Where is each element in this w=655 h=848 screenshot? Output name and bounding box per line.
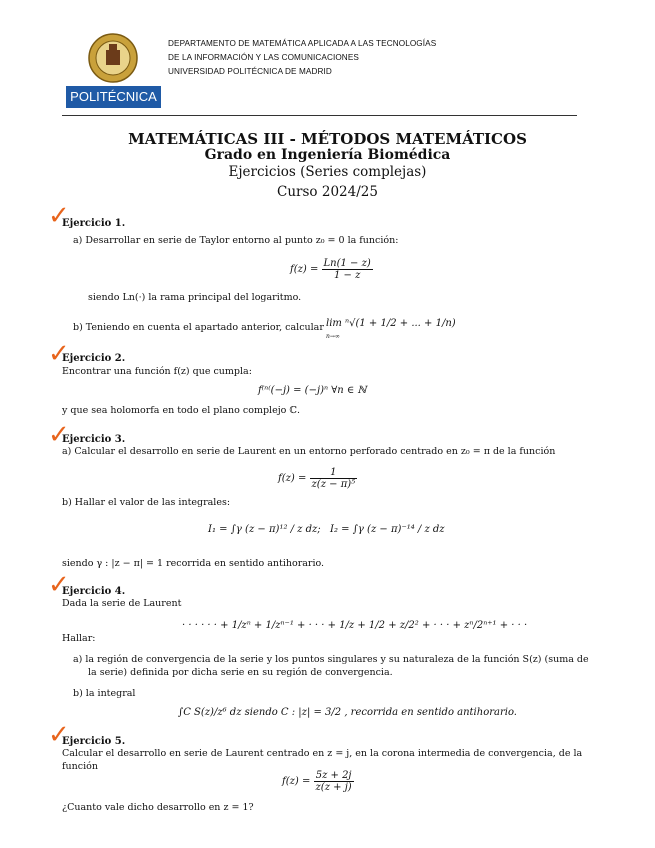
exercise-4-integral: ∫C S(z)/z⁶ dz siendo C : |z| = 3/2 , recorrida en sentido antihorario. [178, 707, 517, 718]
exercise-5-text-1: Calcular el desarrollo en serie de Laurent centrado en z = j, en la corona intermedia de convergencia, de la [62, 748, 583, 759]
page-title: MATEMÁTICAS III - MÉTODOS MATEMÁTICOS [128, 130, 527, 148]
exercise-5-text-2: función [62, 761, 98, 772]
course-year: Curso 2024/25 [277, 184, 378, 200]
exercise-2-text-2: y que sea holomorfa en todo el plano complejo ℂ. [62, 405, 300, 416]
exercise-1-title: Ejercicio 1. [62, 218, 126, 229]
exercise-2-title: Ejercicio 2. [62, 353, 126, 364]
exercise-1-part-a: a) Desarrollar en serie de Taylor entorno al punto z₀ = 0 la función: [73, 235, 399, 246]
exercise-1-limit-formula: lim ⁿ√(1 + 1/2 + ... + 1/n) [326, 318, 456, 329]
exercise-1-note: siendo Ln(·) la rama principal del logaritmo. [88, 292, 302, 303]
formula-denominator: z(z + j) [315, 782, 352, 793]
formula-denominator: z(z − π)⁵ [311, 479, 356, 490]
limit-subscript: n→∞ [326, 333, 340, 340]
degree-title: Grado en Ingeniería Biomédica [204, 147, 451, 163]
exercise-4-part-a-line-1: a) la región de convergencia de la serie y los puntos singulares y su naturaleza de la función S(z) (suma de [73, 654, 589, 665]
dept-line-1: DEPARTAMENTO DE MATEMÁTICA APLICADA A LAS TECNOLOGÍAS [168, 39, 437, 48]
exercise-3-formula [278, 467, 357, 490]
integral-i1: I₁ = ∫γ (z − π)¹² / z dz; [208, 524, 321, 535]
checkmark-icon: ✓ [48, 570, 70, 600]
checkmark-icon: ✓ [48, 720, 70, 750]
exercise-5-title: Ejercicio 5. [62, 736, 126, 747]
formula-lhs: f(z) = [290, 264, 319, 275]
exercise-3-title: Ejercicio 3. [62, 434, 126, 445]
checkmark-icon: ✓ [48, 420, 70, 450]
exercise-5-question: ¿Cuanto vale dicho desarrollo en z = 1? [62, 802, 254, 813]
exercise-3-note: siendo γ : |z − π| = 1 recorrida en sentido antihorario. [62, 558, 325, 569]
formula-lhs: f(z) = [282, 776, 311, 787]
exercise-5-formula [282, 770, 354, 793]
exercise-4-hallar: Hallar: [62, 633, 96, 644]
laurent-series: · · · · · · + 1/zⁿ + 1/zⁿ⁻¹ + · · · + 1/z + 1/2 + z/2² + · · · + zⁿ/2ⁿ⁺¹ + · · · [182, 620, 528, 631]
integral-i2: I₂ = ∫γ (z − π)⁻¹⁴ / z dz [330, 524, 445, 535]
university-logo [66, 30, 161, 108]
department-header [168, 37, 436, 79]
formula-numerator: 5z + 2j [314, 770, 354, 782]
formula-numerator: 1 [310, 467, 358, 479]
logo-banner [66, 86, 161, 108]
formula-fraction [310, 467, 358, 490]
exercises-subtitle: Ejercicios (Series complejas) [228, 164, 427, 180]
formula-denominator: 1 − z [333, 270, 361, 281]
dept-line-3: UNIVERSIDAD POLITÉCNICA DE MADRID [168, 67, 332, 76]
formula-lhs: f(z) = [278, 473, 307, 484]
exercise-4-part-b: b) la integral [73, 688, 136, 699]
dept-line-2: DE LA INFORMACIÓN Y LAS COMUNICACIONES [168, 53, 359, 62]
exercise-4-part-a-line-2: la serie) definida por dicha serie en su región de convergencia. [88, 667, 393, 678]
checkmark-icon: ✓ [48, 339, 70, 369]
formula-numerator: Ln(1 − z) [323, 258, 371, 269]
exercise-1-formula [290, 258, 373, 281]
exercise-1-part-b: b) Teniendo en cuenta el apartado anterior, calcular [73, 322, 324, 333]
exercise-2-formula: f⁽ⁿ⁽(−j) = (−j)ⁿ ∀n ∈ ℕ [258, 385, 367, 396]
header-divider [62, 115, 577, 116]
logo-text: POLITÉCNICA [70, 89, 157, 104]
checkmark-icon: ✓ [48, 201, 70, 231]
formula-fraction [314, 770, 354, 793]
exercise-2-text: Encontrar una función f(z) que cumpla: [62, 366, 252, 377]
exercise-4-text: Dada la serie de Laurent [62, 598, 182, 609]
formula-fraction [322, 258, 373, 281]
exercise-4-title: Ejercicio 4. [62, 586, 126, 597]
exercise-3-part-a: a) Calcular el desarrollo en serie de Laurent en un entorno perforado centrado en z₀ = π de la función [62, 446, 556, 457]
exercise-3-part-b: b) Hallar el valor de las integrales: [62, 497, 231, 508]
